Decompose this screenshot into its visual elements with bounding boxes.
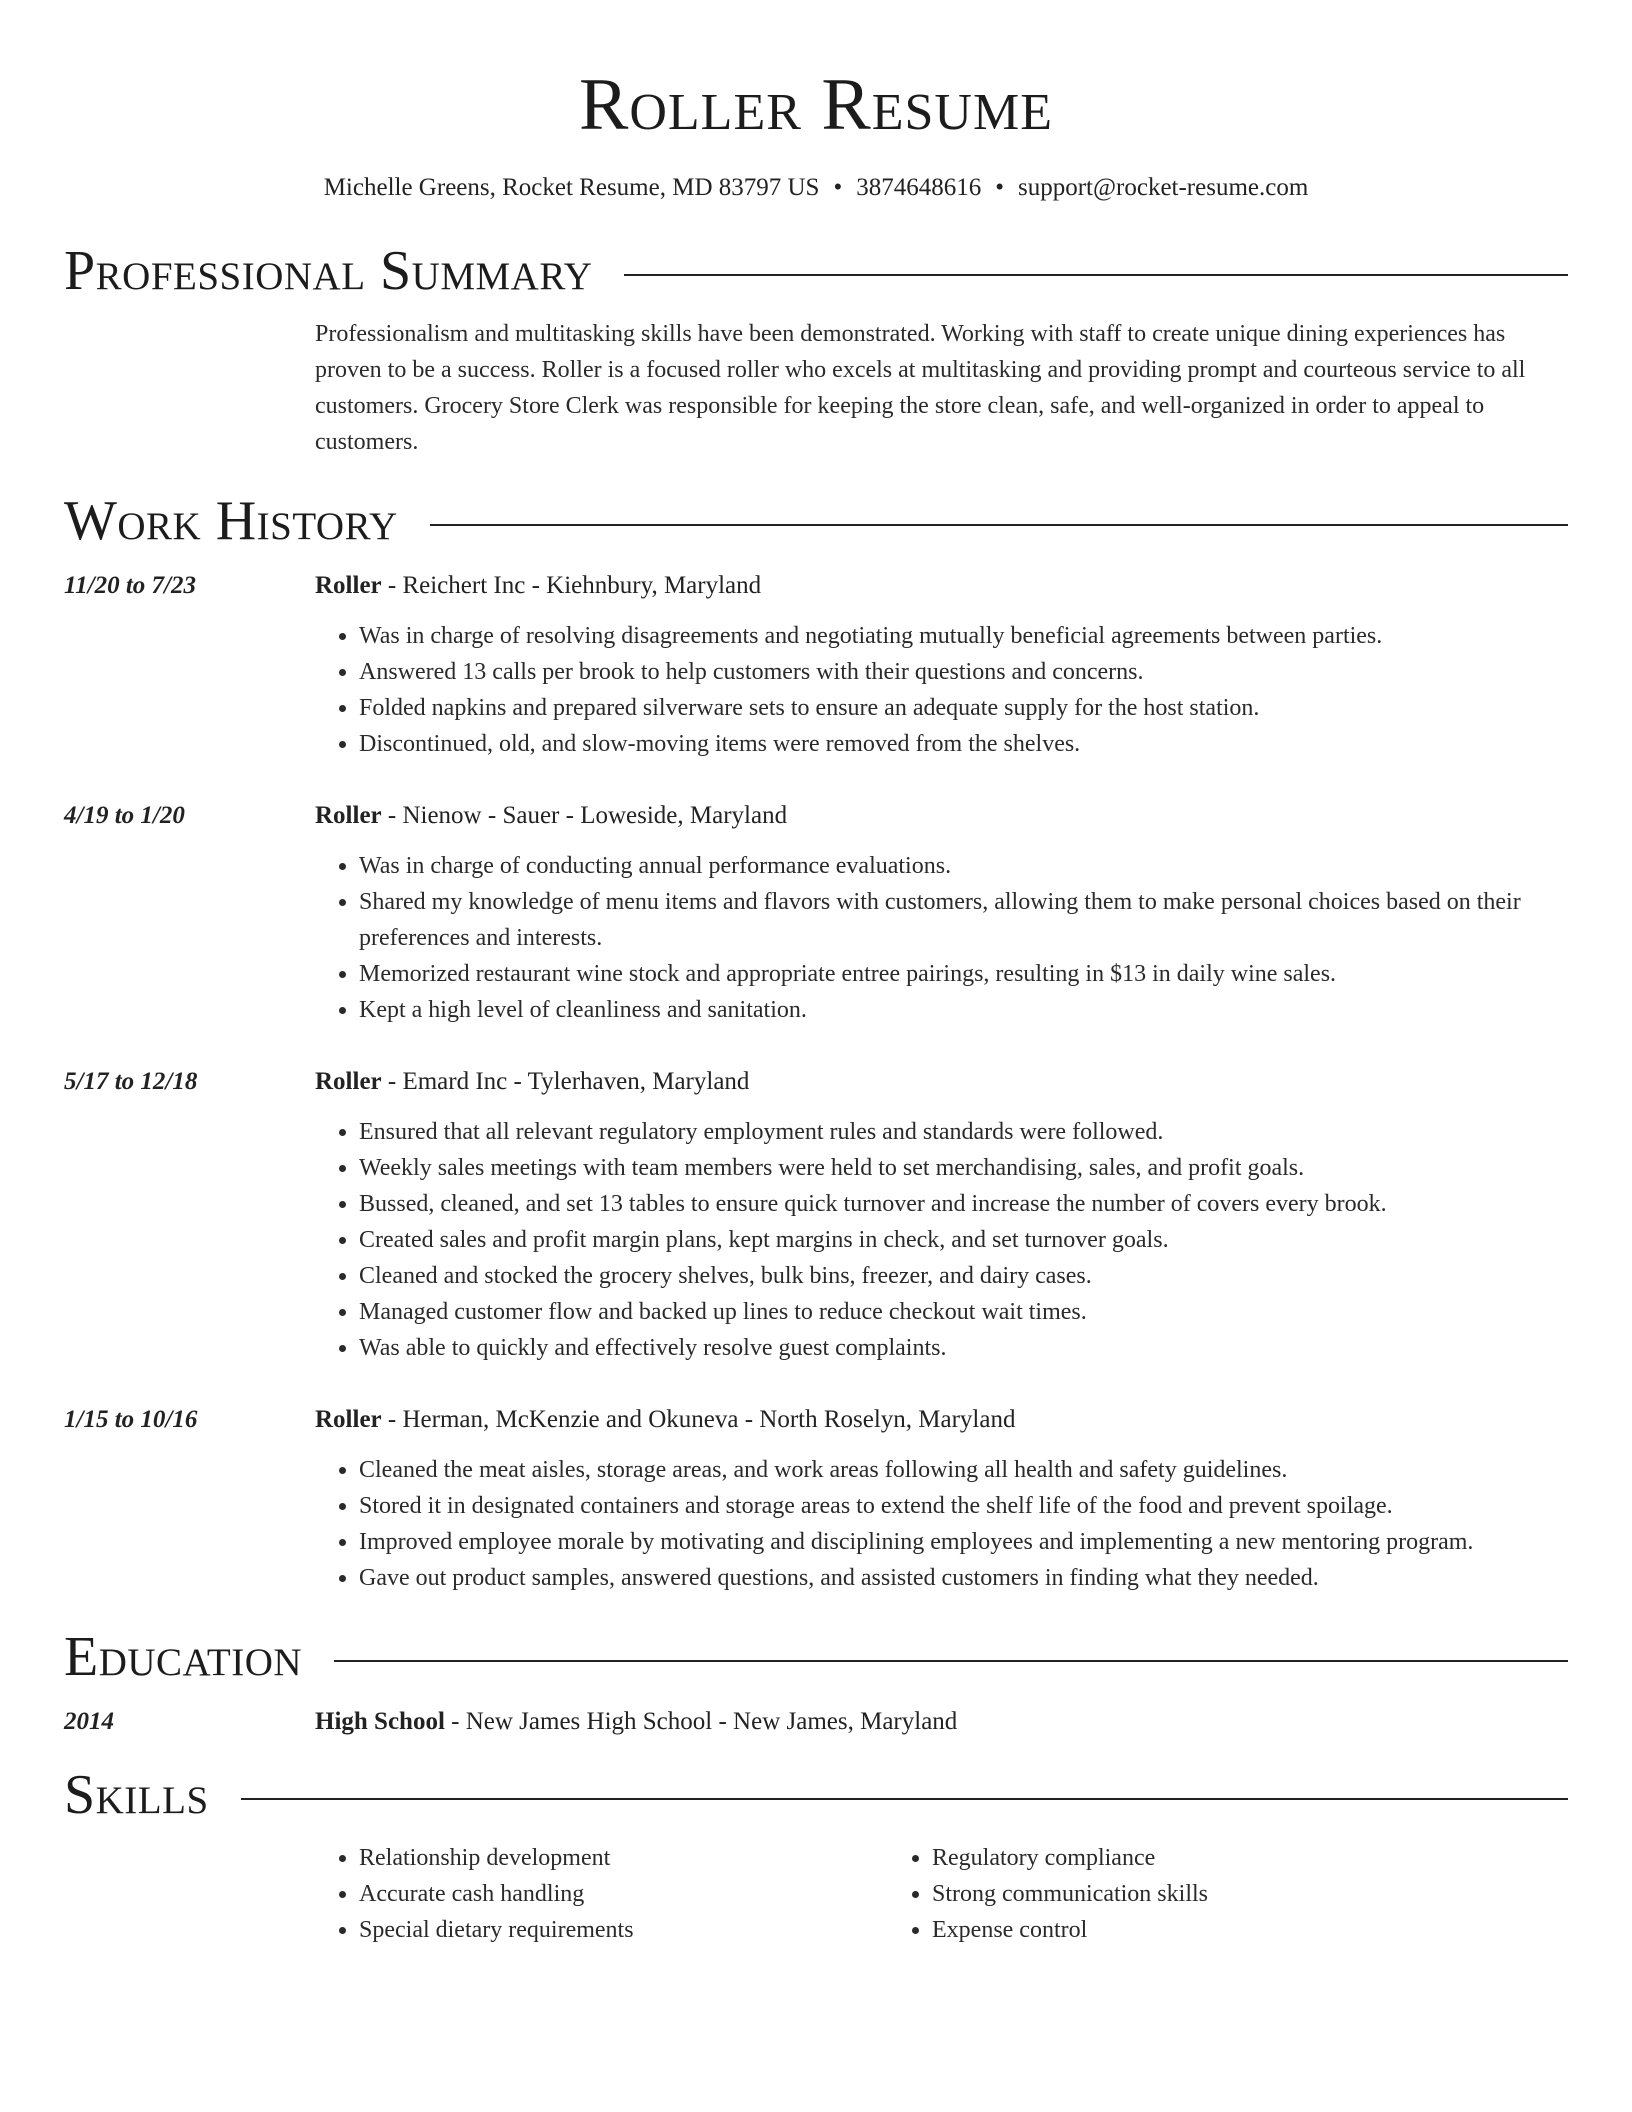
education-year: 2014: [64, 1708, 114, 1735]
job-bullet-item: • Kept a high level of cleanliness and sanitation.: [359, 992, 1568, 1028]
education-line: [315, 1704, 1568, 1740]
contact-email: support@rocket-resume.com: [1018, 174, 1309, 201]
section-divider: [430, 524, 1568, 526]
job-bullet-item: • Created sales and profit margin plans, kept margins in check, and set turnover goals.: [359, 1222, 1568, 1258]
job-employer-location: - Emard Inc - Tylerhaven, Maryland: [381, 1068, 750, 1095]
job-employer-location: - Herman, McKenzie and Okuneva - North Roselyn, Maryland: [381, 1406, 1016, 1433]
work-history-list: [64, 568, 1568, 1596]
education-details: - New James High School - New James, Maryland: [444, 1708, 958, 1735]
job-entry: [64, 1064, 1568, 1366]
contact-line: [64, 172, 1568, 204]
section-divider: [334, 1660, 1568, 1662]
skills-section-header: [64, 1762, 1568, 1828]
job-title: Roller: [315, 802, 382, 829]
job-bullets: [315, 1114, 1568, 1366]
summary-text: Professionalism and multitasking skills have been demonstrated. Working with staff to create unique dining experiences has proven to be a success. Roller is a focused roller who excels at multitasking and providing prompt and courteous service to all customers. Grocery Store Clerk was responsible for keeping the store clean, safe, and well-organized in order to appeal to customers.: [315, 321, 1526, 455]
education-degree: High School: [315, 1708, 445, 1735]
job-bullet-item: • Answered 13 calls per brook to help customers with their questions and concerns.: [359, 654, 1568, 690]
job-bullet-item: • Folded napkins and prepared silverware sets to ensure an adequate supply for the host station.: [359, 690, 1568, 726]
job-entry: [64, 798, 1568, 1028]
job-title-line: [315, 1064, 1568, 1100]
job-bullet-item: • Bussed, cleaned, and set 13 tables to ensure quick turnover and increase the number of covers every brook.: [359, 1186, 1568, 1222]
education-entry: [64, 1704, 1568, 1740]
job-bullet-item: • Was in charge of conducting annual performance evaluations.: [359, 848, 1568, 884]
skill-item: • Special dietary requirements: [359, 1912, 888, 1948]
job-bullet-item: • Was able to quickly and effectively resolve guest complaints.: [359, 1330, 1568, 1366]
job-dates: 4/19 to 1/20: [64, 802, 185, 829]
job-employer-location: - Nienow - Sauer - Loweside, Maryland: [381, 802, 788, 829]
skills-list-right: [888, 1840, 1461, 1948]
job-dates: 1/15 to 10/16: [64, 1406, 198, 1433]
job-bullets: [315, 618, 1568, 762]
job-title: Roller: [315, 572, 382, 599]
job-dates: 11/20 to 7/23: [64, 572, 196, 599]
job-dates: 5/17 to 12/18: [64, 1068, 198, 1095]
job-title-line: [315, 1402, 1568, 1438]
job-bullet-item: • Gave out product samples, answered questions, and assisted customers in finding what they needed.: [359, 1560, 1568, 1596]
job-entry: [64, 568, 1568, 762]
job-title-line: [315, 798, 1568, 834]
summary-heading: Professional Summary: [64, 240, 593, 302]
job-entry: [64, 1402, 1568, 1596]
summary-section-header: [64, 238, 1568, 304]
skills-grid: [315, 1840, 1568, 1948]
resume-name: Roller Resume: [579, 64, 1053, 146]
job-title: Roller: [315, 1406, 382, 1433]
job-title-line: [315, 568, 1568, 604]
job-bullet-item: • Cleaned and stocked the grocery shelves, bulk bins, freezer, and dairy cases.: [359, 1258, 1568, 1294]
skill-item: • Strong communication skills: [932, 1876, 1461, 1912]
job-bullet-item: • Shared my knowledge of menu items and flavors with customers, allowing them to make personal choices based on their preferences and interests.: [359, 884, 1568, 956]
skill-item: • Accurate cash handling: [359, 1876, 888, 1912]
job-bullet-item: • Improved employee morale by motivating and disciplining employees and implementing a new mentoring program.: [359, 1524, 1568, 1560]
job-bullet-item: • Ensured that all relevant regulatory employment rules and standards were followed.: [359, 1114, 1568, 1150]
contact-separator: •: [833, 174, 843, 201]
job-bullets: [315, 848, 1568, 1028]
summary-row: [64, 304, 1568, 460]
contact-separator: •: [995, 174, 1004, 201]
work-section-header: [64, 488, 1568, 554]
skills-list-left: [315, 1840, 888, 1948]
contact-address: Michelle Greens, Rocket Resume, MD 83797 US: [323, 174, 820, 201]
skill-item: • Regulatory compliance: [932, 1840, 1461, 1876]
job-bullet-item: • Cleaned the meat aisles, storage areas, and work areas following all health and safety guidelines.: [359, 1452, 1568, 1488]
section-divider: [241, 1798, 1568, 1800]
job-title: Roller: [315, 1068, 382, 1095]
education-section-header: [64, 1624, 1568, 1690]
skills-row: [64, 1828, 1568, 1948]
job-bullet-item: • Managed customer flow and backed up lines to reduce checkout wait times.: [359, 1294, 1568, 1330]
section-divider: [624, 274, 1568, 276]
contact-phone: 3874648616: [856, 174, 982, 201]
education-heading: Education: [64, 1626, 303, 1688]
job-bullet-item: • Was in charge of resolving disagreements and negotiating mutually beneficial agreements between parties.: [359, 618, 1568, 654]
job-employer-location: - Reichert Inc - Kiehnbury, Maryland: [381, 572, 762, 599]
work-heading: Work History: [64, 490, 398, 552]
job-bullet-item: • Stored it in designated containers and storage areas to extend the shelf life of the food and prevent spoilage.: [359, 1488, 1568, 1524]
job-bullet-item: • Discontinued, old, and slow-moving items were removed from the shelves.: [359, 726, 1568, 762]
job-bullets: [315, 1452, 1568, 1596]
job-bullet-item: • Weekly sales meetings with team members were held to set merchandising, sales, and profit goals.: [359, 1150, 1568, 1186]
skills-heading: Skills: [64, 1764, 209, 1826]
skill-item: • Expense control: [932, 1912, 1461, 1948]
skill-item: • Relationship development: [359, 1840, 888, 1876]
job-bullet-item: • Memorized restaurant wine stock and appropriate entree pairings, resulting in $13 in daily wine sales.: [359, 956, 1568, 992]
